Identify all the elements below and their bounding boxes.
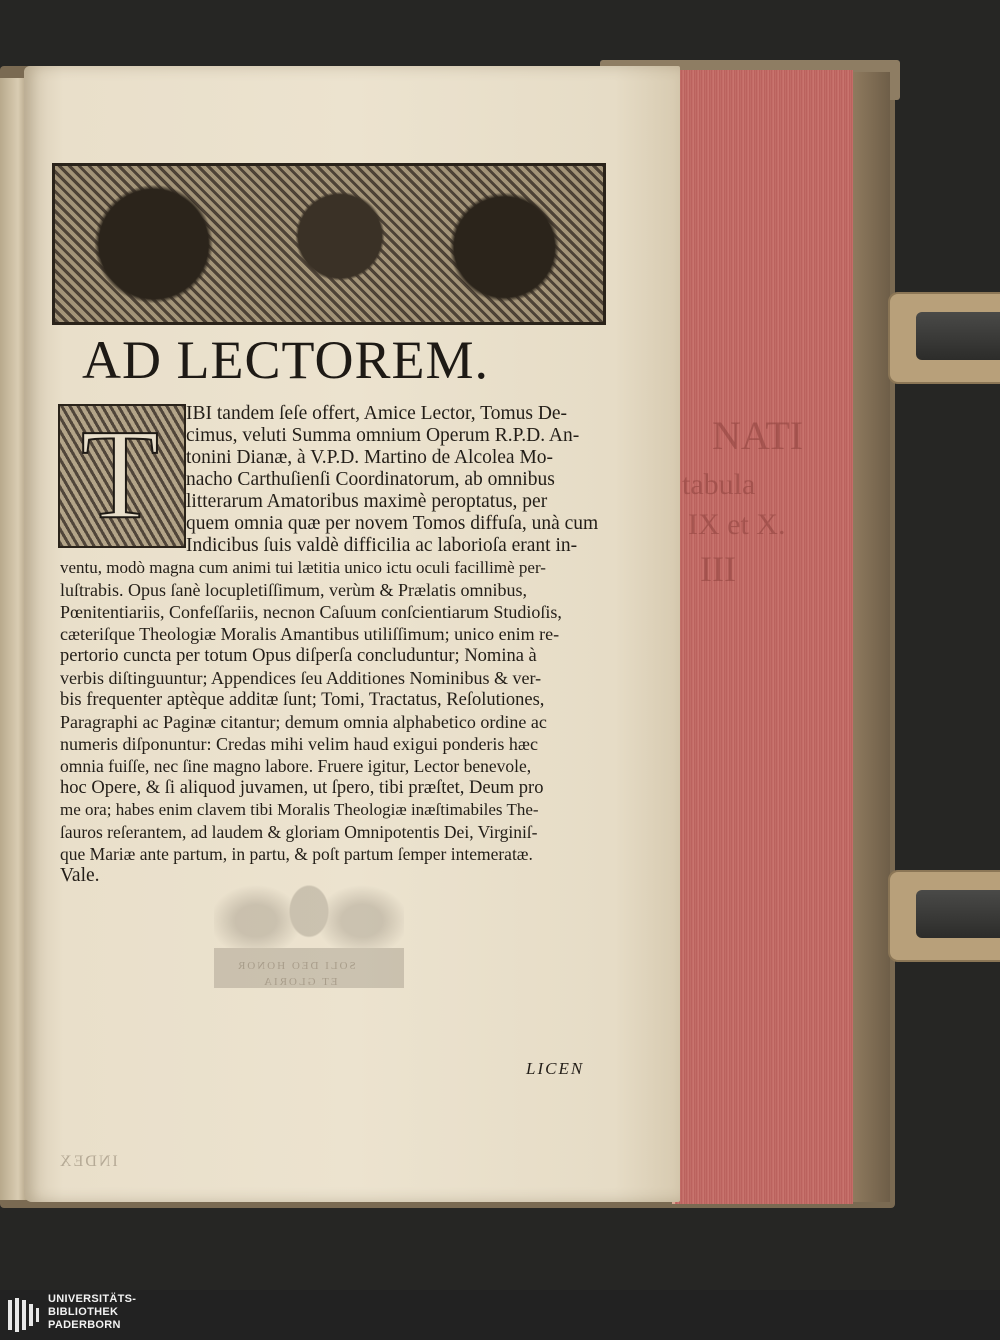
text-line-18: hoc Opere, & ſi aliquod juvamen, ut ſpero, tibi præſtet, Deum pro [60, 778, 544, 798]
text-line-1: IBI tandem ſeſe offert, Amice Lector, Tomus De- [186, 403, 568, 424]
fore-edge-mark-2: tabula [682, 468, 756, 501]
text-line-4: nacho Carthuſienſi Coordinatorum, ab omnibus [186, 469, 555, 490]
clasp-upper-metal [916, 312, 1000, 360]
text-line-20: ſauros reſerantem, ad laudem & gloriam Omnipotentis Dei, Virginiſ- [60, 822, 538, 842]
page-heading: AD LECTOREM. [82, 330, 490, 390]
footer-line-1: UNIVERSITÄTS- [48, 1293, 137, 1305]
headpiece-ornament [52, 163, 606, 325]
library-footer [0, 1290, 1000, 1340]
text-line-2: cimus, veluti Summa omnium Operum R.P.D. An- [186, 425, 580, 446]
text-line-14: bis frequenter aptèque additæ ſunt; Tomi, Tractatus, Reſolutiones, [60, 690, 545, 710]
text-line-15: Paragraphi ac Paginæ citantur; demum omnia alphabetico ordine ac [60, 712, 547, 732]
catchword: LICEN [526, 1059, 585, 1078]
clasp-lower-metal [916, 890, 1000, 938]
clasp-upper [888, 292, 1000, 384]
text-line-3: tonini Dianæ, à V.P.D. Martino de Alcolea Mo- [186, 447, 554, 468]
fore-edge-mark-1: NATI [712, 413, 804, 458]
text-line-5: litterarum Amatoribus maximè peroptatus, per [186, 491, 548, 512]
text-line-12: pertorio cuncta per totum Opus diſperſa concluduntur; Nomina à [60, 646, 537, 666]
text-line-19: me ora; habes enim clavem tibi Moralis Theologiæ inæſtimabiles The- [60, 800, 539, 819]
bleed-through-stamp-text-1: SOLI DEO HONOR [236, 960, 356, 972]
text-line-9: luſtrabis. Opus ſanè locupletiſſimum, verùm & Prælatis omnibus, [60, 580, 527, 600]
facing-page-mirror-text: INDEX [58, 1153, 118, 1170]
text-line-16: numeris diſponuntur: Credas mihi velim haud exigui ponderis hæc [60, 734, 538, 754]
text-line-13: verbis diſtinguuntur; Appendices ſeu Additiones Nominibus & ver- [60, 668, 542, 688]
text-line-6: quem omnia quæ per novem Tomos diffuſa, unà cum [186, 513, 599, 534]
bleed-through-stamp [214, 876, 404, 1036]
footer-line-3: PADERBORN [48, 1319, 121, 1331]
text-line-10: Pœnitentiariis, Confeſſariis, necnon Caſuum conſcientiarum Studioſis, [60, 602, 562, 622]
fore-edge-mark-3: IX et X. [688, 508, 786, 541]
library-logo-icon [6, 1296, 40, 1334]
text-line-7: Indicibus ſuis valdè difficilia ac laborioſa erant in- [186, 535, 578, 556]
footer-line-2: BIBLIOTHEK [48, 1306, 119, 1318]
text-line-17: omnia fuiſſe, nec ſine magno labore. Fruere igitur, Lector benevole, [60, 756, 532, 776]
bleed-through-stamp-text-2: ET GLORIA [262, 976, 338, 988]
text-line-21: que Mariæ ante partum, in partu, & poſt partum ſemper intemeratæ. [60, 844, 533, 864]
text-line-22: Vale. [60, 865, 100, 886]
text-line-8: ventu, modò magna cum animi tui lætitia unico ictu oculi facillimè per- [60, 558, 546, 577]
red-fore-edge [672, 70, 853, 1204]
text-line-11: cæteriſque Theologiæ Moralis Amantibus utiliſſimum; unico enim re- [60, 624, 560, 644]
decorated-initial [58, 404, 186, 548]
initial-letter: T [80, 404, 160, 545]
clasp-lower [888, 870, 1000, 962]
fore-edge-mark-4: III [700, 549, 736, 589]
